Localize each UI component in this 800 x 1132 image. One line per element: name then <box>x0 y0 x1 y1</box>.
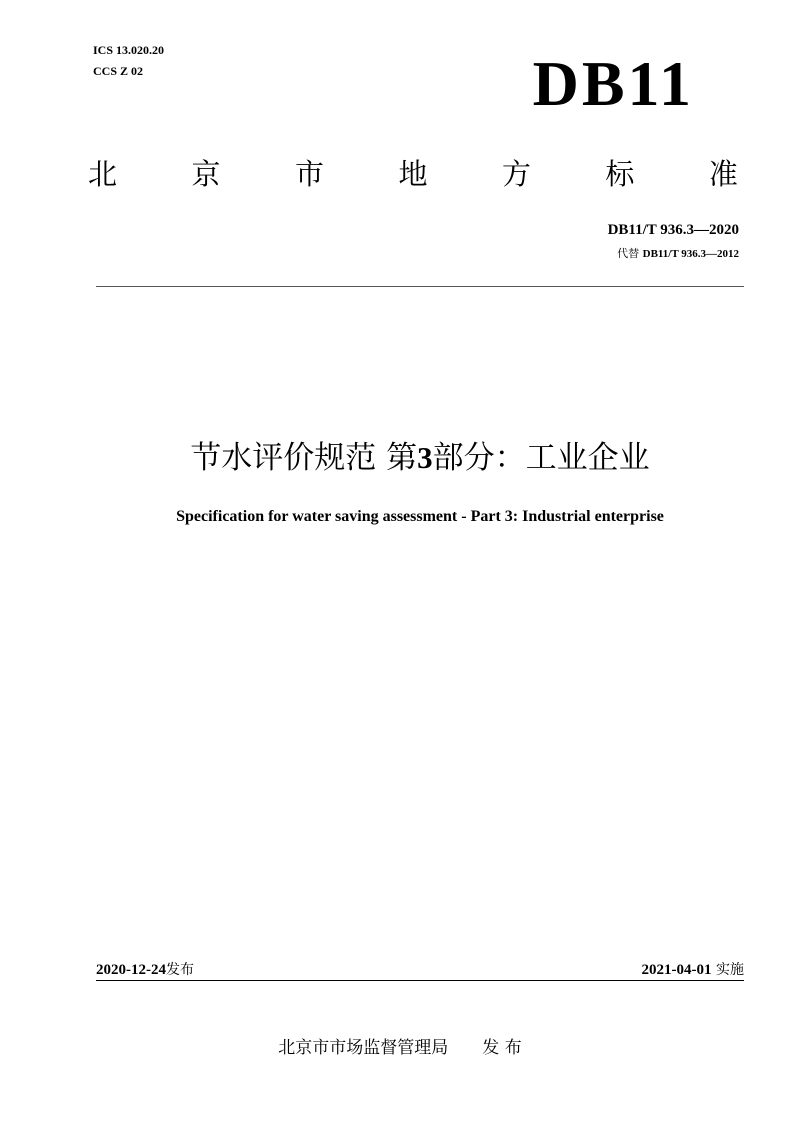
publisher-action: 发 布 <box>482 1038 522 1058</box>
standard-type-char: 标 <box>605 157 635 191</box>
title-chinese <box>0 436 800 480</box>
replaces-line <box>617 246 739 262</box>
title-cn-part1: 节水评价规范 第 <box>190 440 418 476</box>
issue-date-line <box>96 960 194 980</box>
replaces-prefix: 代替 <box>617 247 640 260</box>
standard-type-heading <box>88 154 738 194</box>
bottom-divider <box>96 980 744 981</box>
implement-date-line <box>642 960 744 980</box>
standard-type-char: 方 <box>501 157 531 191</box>
standard-type-char: 地 <box>398 157 428 191</box>
publisher-name: 北京市市场监督管理局 <box>278 1038 449 1058</box>
standard-type-char: 京 <box>191 157 221 191</box>
publisher-line <box>0 1036 800 1060</box>
standard-type-char: 市 <box>294 157 324 191</box>
standard-number: DB11/T 936.3—2020 <box>607 222 739 238</box>
implement-date: 2021-04-01 <box>641 962 712 978</box>
issue-date: 2020-12-24 <box>96 962 166 978</box>
standard-type-char: 北 <box>88 157 118 191</box>
standard-type-char: 准 <box>708 157 738 191</box>
title-cn-part-number: 3 <box>417 440 433 475</box>
ccs-code: CCS Z 02 <box>93 64 144 78</box>
replaces-code: DB11/T 936.3—2012 <box>642 248 739 260</box>
title-english: Specification for water saving assessment - Part 3: Industrial enterprise <box>176 508 664 525</box>
implement-label: 实施 <box>716 962 744 978</box>
classification-codes <box>93 40 164 82</box>
issue-label: 发布 <box>166 962 194 978</box>
db-logo: DB11 <box>532 48 694 119</box>
ics-code: ICS 13.020.20 <box>93 43 165 57</box>
top-divider <box>96 286 744 287</box>
title-cn-part2: 部分：工业企业 <box>432 440 650 476</box>
